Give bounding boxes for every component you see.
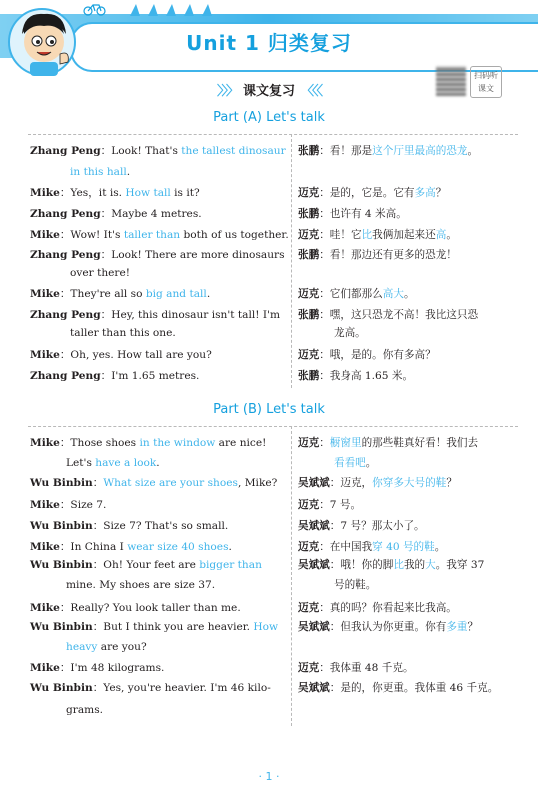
dialogue-text: ？ [435, 187, 447, 199]
dialogue-text: ： [319, 437, 330, 449]
highlighted-phrase: 橱窗里 [329, 437, 362, 449]
speaker-name: Mike [30, 602, 60, 614]
partB-en-line [30, 620, 278, 634]
partB-zh-line [298, 436, 478, 450]
partB-zh-line [298, 661, 414, 675]
dialogue-text: over there! [70, 267, 131, 279]
part-a-title: Part (A) Let's talk [213, 110, 325, 125]
partA-en-line [70, 266, 130, 280]
partB-zh-line [298, 601, 457, 615]
partA-en-line [30, 207, 202, 221]
speaker-name: 迈克 [298, 349, 320, 361]
dialogue-text: ：Wow! It's [59, 229, 124, 241]
partA-zh-line [298, 144, 478, 158]
speaker-name: 迈克 [298, 662, 320, 674]
unit-title: Unit 1 归类复习 [186, 31, 352, 55]
partB-en-line [30, 436, 266, 450]
dialogue-text: are you? [97, 641, 147, 653]
dialogue-text: ：它们都那么 [319, 288, 383, 300]
dialogue-text: ：我体重 48 千克。 [319, 662, 414, 674]
partA-zh-line [334, 326, 366, 340]
dialogue-text: ：哦！你的脚 [329, 559, 394, 571]
dialogue-text: ：Size 7. [59, 499, 107, 511]
part-b-rule [28, 426, 518, 427]
dialogue-text: ：是的，你更重。我体重 46 千克。 [329, 682, 499, 694]
speaker-name: 张鹏 [298, 249, 320, 261]
partB-en-line [30, 519, 228, 533]
highlighted-phrase: the tallest dinosaur [181, 145, 286, 157]
partB-en-line [30, 558, 262, 572]
bicycle-icon [82, 2, 108, 16]
dialogue-text: 的那些鞋真好看！我们去 [361, 437, 479, 449]
highlighted-phrase: big and tall [145, 288, 207, 300]
partB-en-line [30, 601, 241, 615]
part-b-title: Part (B) Let's talk [213, 402, 325, 417]
speaker-name: 迈克 [298, 602, 320, 614]
speaker-name: Zhang Peng [30, 370, 101, 382]
highlighted-phrase: 你穿多大号的鞋 [372, 477, 447, 489]
partA-en-line [30, 228, 289, 242]
highlighted-phrase: heavy [66, 641, 98, 653]
dialogue-text: 号的鞋。 [334, 579, 377, 591]
speaker-name: 迈克 [298, 229, 320, 241]
highlighted-phrase: 大 [425, 559, 436, 571]
dialogue-text: both of us together. [180, 229, 289, 241]
speaker-name: Wu Binbin [30, 477, 93, 489]
speaker-name: Wu Binbin [30, 520, 93, 532]
boy-mascot-icon [4, 4, 84, 78]
speaker-name: 张鹏 [298, 370, 320, 382]
partB-en-line [30, 540, 232, 554]
dialogue-text: . [228, 541, 232, 553]
speaker-name: Mike [30, 437, 60, 449]
partB-zh-line [298, 498, 361, 512]
highlighted-phrase: bigger than [199, 559, 262, 571]
highlighted-phrase: 这个厅里最高的恐龙 [372, 145, 468, 157]
dialogue-text: ？ [467, 621, 479, 633]
speaker-name: 吴斌斌 [298, 621, 330, 633]
dialogue-text: ：Look! That's [100, 145, 182, 157]
highlighted-phrase: 高大 [382, 288, 404, 300]
dialogue-text: are nice! [215, 437, 267, 449]
dialogue-text: 。 [467, 145, 479, 157]
dialogue-text: . [206, 288, 211, 300]
dialogue-text: ：真的吗？你看起来比我高。 [319, 602, 457, 614]
highlighted-phrase: 比 [361, 229, 373, 241]
partB-en-line [30, 681, 271, 695]
dialogue-text: . [156, 457, 160, 469]
highlighted-phrase: How [253, 621, 279, 633]
partA-en-line [30, 369, 199, 383]
dialogue-text: . [126, 166, 131, 178]
speaker-name: Mike [30, 662, 60, 674]
dialogue-text: ：7 号？那太小了。 [329, 520, 425, 532]
partA-zh-line [298, 369, 413, 383]
dialogue-text: ：迈克， [329, 477, 373, 489]
header-stripes [100, 2, 250, 16]
dialogue-text: ：在中国我 [319, 541, 373, 553]
dialogue-text: ：Hey, this dinosaur isn't tall! I'm [100, 309, 281, 321]
page-number: · 1 · [258, 770, 280, 783]
speaker-name: Zhang Peng [30, 208, 101, 220]
partA-zh-line [298, 186, 446, 200]
speaker-name: 迈克 [298, 437, 320, 449]
highlighted-phrase: taller than [123, 229, 181, 241]
speaker-name: 吴斌斌 [298, 559, 330, 571]
speaker-name: Mike [30, 187, 60, 199]
speaker-name: 迈克 [298, 187, 320, 199]
partA-en-line [70, 165, 130, 179]
partA-en-line [30, 186, 200, 200]
highlighted-phrase: How tall [125, 187, 171, 199]
speaker-name: 张鹏 [298, 208, 320, 220]
partB-en-line [66, 703, 103, 717]
dialogue-text: ：看！那边还有更多的恐龙！ [319, 249, 457, 261]
part-a-divider [291, 134, 292, 388]
speaker-name: Mike [30, 349, 60, 361]
dialogue-text: 。 [403, 288, 415, 300]
section-label-text: 课文复习 [242, 84, 295, 99]
dialogue-text: ：也许有 4 米高。 [319, 208, 407, 220]
speaker-name: 迈克 [298, 499, 320, 511]
dialogue-text: 龙高。 [334, 327, 366, 339]
highlighted-phrase: wear size 40 shoes [127, 541, 229, 553]
dialogue-text: ：但我认为你更重。你有 [329, 621, 447, 633]
speaker-name: Zhang Peng [30, 145, 101, 157]
speaker-name: 吴斌斌 [298, 520, 330, 532]
speaker-name: 张鹏 [298, 145, 320, 157]
partB-en-line [30, 498, 106, 512]
speaker-name: Mike [30, 541, 60, 553]
highlighted-phrase: 多高 [414, 187, 436, 199]
chevrons-left: 〉〉〉 [216, 84, 237, 99]
speaker-name: Mike [30, 229, 60, 241]
dialogue-text: ：Oh! Your feet are [92, 559, 200, 571]
partA-zh-line [298, 348, 436, 362]
speaker-name: 迈克 [298, 288, 320, 300]
dialogue-text: ： [92, 477, 104, 489]
partB-zh-line [298, 540, 445, 554]
highlighted-phrase: 穿 40 号的鞋 [372, 541, 435, 553]
dialogue-text: ：Yes, you're heavier. I'm 46 kilo- [92, 682, 271, 694]
partA-en-line [70, 326, 176, 340]
dialogue-text: taller than this one. [70, 327, 176, 339]
partB-zh-line [298, 681, 498, 695]
dialogue-text: ：哦，是的。你有多高？ [319, 349, 436, 361]
partA-zh-line [298, 287, 415, 301]
dialogue-text: ：哇！它 [319, 229, 362, 241]
partA-en-line [30, 248, 285, 262]
highlighted-phrase: in this hall [70, 166, 127, 178]
dialogue-text: 。 [446, 229, 457, 241]
speaker-name: Wu Binbin [30, 682, 93, 694]
partB-zh-line [298, 519, 425, 533]
partA-en-line [30, 287, 210, 301]
partB-zh-line [298, 558, 484, 572]
speaker-name: Zhang Peng [30, 309, 101, 321]
partB-en-line [30, 476, 277, 490]
part-a-rule [28, 134, 518, 135]
dialogue-text: is it? [170, 187, 200, 199]
partB-zh-line [298, 620, 478, 634]
highlighted-phrase: What size are your shoes [103, 477, 238, 489]
dialogue-text: ：我身高 1.65 米。 [319, 370, 414, 382]
partA-zh-line [298, 207, 407, 221]
speaker-name: Wu Binbin [30, 559, 93, 571]
speaker-name: 吴斌斌 [298, 682, 330, 694]
speaker-name: 吴斌斌 [298, 477, 330, 489]
dialogue-text: ：Oh, yes. How tall are you? [59, 349, 212, 361]
partA-zh-line [298, 308, 478, 322]
highlighted-phrase: 高 [435, 229, 447, 241]
scan-to-listen-label [470, 66, 502, 98]
dialogue-text: ：I'm 48 kilograms. [59, 662, 165, 674]
partA-en-line [30, 308, 280, 322]
speaker-name: 张鹏 [298, 309, 320, 321]
dialogue-text: ：I'm 1.65 metres. [100, 370, 200, 382]
dialogue-text: ？ [446, 477, 457, 489]
partA-en-line [30, 348, 212, 362]
scan-text: 扫码听课文 [474, 71, 498, 93]
highlighted-phrase: 看看吧 [334, 457, 366, 469]
dialogue-text: 。 [434, 541, 446, 553]
speaker-name: Mike [30, 288, 60, 300]
highlighted-phrase: have a look [95, 457, 157, 469]
part-b-divider [291, 426, 292, 726]
partB-en-line [66, 640, 147, 654]
dialogue-text: ：嘿，这只恐龙不高！我比这只恐 [319, 309, 479, 321]
speaker-name: Zhang Peng [30, 249, 101, 261]
dialogue-text: ：看！那是 [319, 145, 373, 157]
partB-en-line [66, 456, 160, 470]
partA-zh-line [298, 228, 457, 242]
dialogue-text: 。我穿 37 [435, 559, 485, 571]
dialogue-text: grams. [66, 704, 104, 716]
partA-en-line [30, 144, 286, 158]
partB-en-line [66, 578, 215, 592]
partA-zh-line [298, 248, 457, 262]
dialogue-text: ：Size 7? That's so small. [92, 520, 229, 532]
highlighted-phrase: 比 [393, 559, 404, 571]
dialogue-text: ：是的，它是。它有 [319, 187, 415, 199]
partB-en-line [30, 661, 164, 675]
dialogue-text: 我的 [403, 559, 426, 571]
dialogue-text: ：Really? You look taller than me. [59, 602, 241, 614]
dialogue-text: ：7 号。 [319, 499, 362, 511]
dialogue-text: Let's [66, 457, 96, 469]
dialogue-text: ：In China I [59, 541, 128, 553]
dialogue-text: ：Look! There are more dinosaurs [100, 249, 285, 261]
speaker-name: Wu Binbin [30, 621, 93, 633]
dialogue-text: ：But I think you are heavier. [92, 621, 254, 633]
highlighted-phrase: 多重 [446, 621, 468, 633]
dialogue-text: ：They're all so [59, 288, 146, 300]
dialogue-text: , Mike? [237, 477, 278, 489]
partB-zh-line [334, 456, 376, 470]
dialogue-text: 我俩加起来还 [372, 229, 436, 241]
dialogue-text: 。 [365, 457, 377, 469]
partB-zh-line [334, 578, 376, 592]
dialogue-text: ：Those shoes [59, 437, 140, 449]
dialogue-text: ：Maybe 4 metres. [100, 208, 202, 220]
qr-code[interactable] [436, 66, 466, 96]
speaker-name: 迈克 [298, 541, 320, 553]
speaker-name: Mike [30, 499, 60, 511]
dialogue-text: mine. My shoes are size 37. [66, 579, 216, 591]
highlighted-phrase: in the window [139, 437, 216, 449]
partB-zh-line [298, 476, 457, 490]
dialogue-text: ：Yes，it is. [59, 187, 126, 199]
chevrons-right: 〈〈〈 [301, 84, 322, 99]
